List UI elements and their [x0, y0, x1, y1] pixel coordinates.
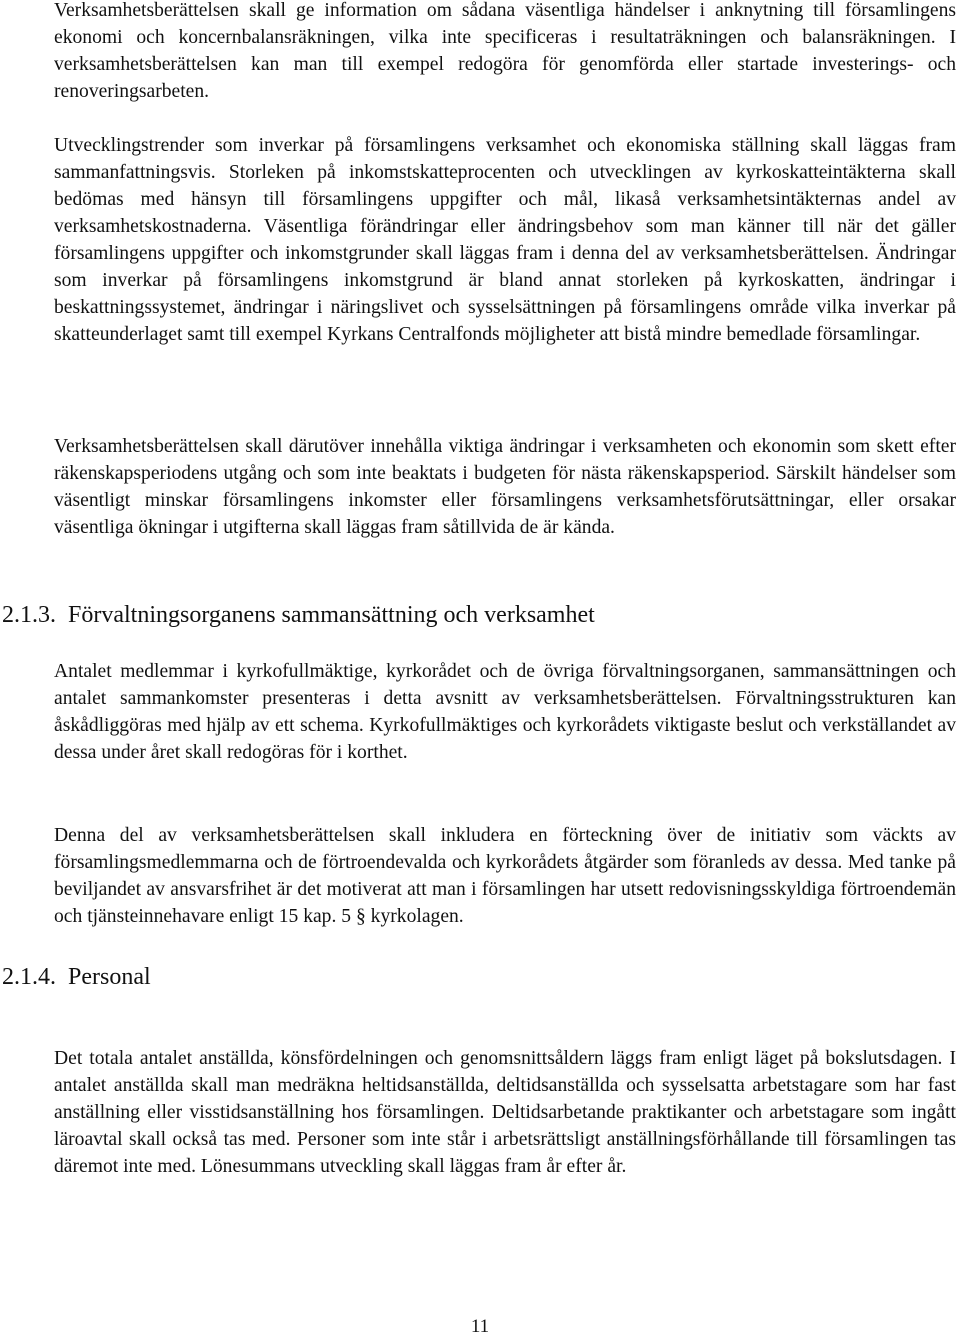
- paragraph-governing-bodies: Antalet medlemmar i kyrkofullmäktige, kyrkorådet och de övriga förvaltningsorganen, sammansättningen och antalet sammankomster presenteras i detta avsnitt av verksamhetsberättelsen. Förvaltningsstrukturen kan åskådliggöras med hjälp av ett schema. Kyrkofullmäktiges och kyrkorådets viktigaste beslut och verkställandet av dessa under året skall redogöras för i korthet.: [54, 661, 956, 763]
- paragraph-personnel: Det totala antalet anställda, könsfördelningen och genomsnittsåldern läggs fram enligt läget på bokslutsdagen. I antalet anställda skall man medräkna heltidsanställda, deltidsanställda och sysselsatta arbetstagare som har fast anställning eller visstidsanställning hos församlingen. Deltidsarbetande praktikanter och arbetstagare som ingått läroavtal skall också tas med. Personer som inte står i arbetsrättsligt anställningsförhållande till församlingen tas däremot inte med. Lönesummans utveckling skall läggas fram år efter år.: [54, 1048, 956, 1177]
- section-number: 2.1.4.: [2, 964, 56, 990]
- paragraph-significant-events: Verksamhetsberättelsen skall ge information om sådana väsentliga händelser i anknytning till församlingens ekonomi och koncernbalansräkningen, vilka inte specificeras i resultaträkningen och balansräkningen. I verksamhetsberättelsen kan man till exempel redogöra för genomförda eller startade investerings- och renoveringsarbeten.: [54, 0, 956, 102]
- paragraph-development-trends: Utvecklingstrender som inverkar på församlingens verksamhet och ekonomiska ställning skall läggas fram sammanfattningsvis. Storleken på inkomstskatteprocenten och utvecklingen av kyrkoskatteintäkterna skall bedömas med hänsyn till församlingens uppgifter och mål, likaså verksamhetsintäkternas andel av verksamhetskostnaderna. Väsentliga förändringar eller ändringsbehov som man känner till när det gäller församlingens uppgifter och inkomstgrunder skall läggas fram i denna del av verksamhetsberättelsen. Ändringar som inverkar på församlingens inkomstgrund är bland annat storleken på kyrkoskatten, ändringar i beskattningssystemet, ändringar i näringslivet och sysselsättningen på församlingens område vilka inverkar på skatteunderlaget samt till exempel Kyrkans Centralfonds möjligheter att bistå mindre bemedlade församlingar.: [54, 135, 956, 345]
- paragraph-changes-after-period: Verksamhetsberättelsen skall därutöver innehålla viktiga ändringar i verksamheten och ekonomin som skett efter räkenskapsperiodens utgång och som inte beaktats i budgeten för nästa räkenskapsperiod. Särskilt händelser som väsentligt minskar församlingens inkomster eller församlingens verksamhetsförutsättningar, eller orsakar väsentliga ökningar i utgifterna skall läggas fram såtillvida de är kända.: [54, 436, 956, 538]
- section-title: Personal: [68, 964, 151, 990]
- section-title: Förvaltningsorganens sammansättning och verksamhet: [68, 602, 595, 628]
- section-heading-2-1-3: [2, 600, 595, 630]
- section-number: 2.1.3.: [2, 602, 56, 628]
- paragraph-initiatives: Denna del av verksamhetsberättelsen skall inkludera en förteckning över de initiativ som väckts av församlingsmedlemmarna och de förtroendevalda och kyrkorådets åtgärder som föranleds av dessa. Med tanke på beviljandet av ansvarsfrihet är det motiverat att man i församlingen har utsett redovisningsskyldiga förtroendemän och tjänsteinnehavare enligt 15 kap. 5 § kyrkolagen.: [54, 825, 956, 927]
- section-heading-2-1-4: [2, 962, 151, 992]
- page-number: 11: [470, 1316, 490, 1337]
